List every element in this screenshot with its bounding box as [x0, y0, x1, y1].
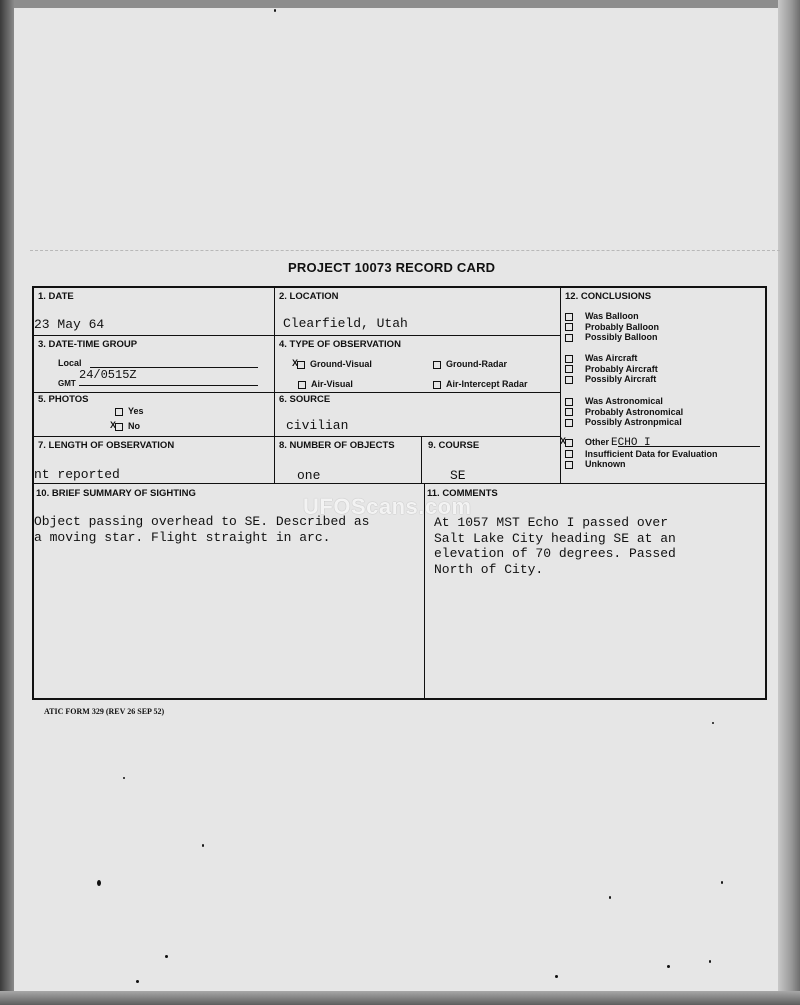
- checkbox-icon[interactable]: [565, 408, 573, 416]
- brief-summary-label: 10. BRIEF SUMMARY OF SIGHTING: [36, 488, 196, 499]
- dust-speck: [712, 722, 714, 724]
- divider: [33, 483, 766, 484]
- gmt-label: GMT: [58, 379, 76, 388]
- comment-line: Salt Lake City heading SE at an: [434, 530, 676, 546]
- conclusion-probably-astronomical[interactable]: [565, 407, 683, 418]
- checkbox-icon[interactable]: [565, 365, 573, 373]
- dust-speck: [609, 896, 611, 899]
- date-label: 1. DATE: [38, 291, 74, 302]
- option-label: No: [128, 421, 140, 431]
- location-value: Clearfield, Utah: [283, 316, 408, 331]
- divider: [33, 392, 561, 393]
- scan-border-left: [0, 0, 14, 1005]
- checkbox-icon[interactable]: [298, 381, 306, 389]
- conclusion-possibly-astronomical[interactable]: [565, 417, 683, 428]
- dust-speck: [555, 975, 558, 978]
- divider: [560, 287, 561, 483]
- checkbox-checked-icon[interactable]: [115, 423, 123, 431]
- conclusions-balloon-group: [565, 311, 659, 343]
- option-label: Other: [585, 437, 610, 447]
- conclusion-possibly-aircraft[interactable]: [565, 374, 658, 385]
- other-conclusion-value: ECHO I: [611, 437, 651, 449]
- location-label: 2. LOCATION: [279, 291, 339, 302]
- comments-text: [434, 515, 676, 577]
- conclusions-astronomical-group: [565, 396, 683, 428]
- dust-speck: [202, 844, 204, 847]
- option-label: Ground-Radar: [446, 359, 508, 369]
- scan-border-right: [778, 0, 800, 1005]
- option-photos-yes[interactable]: [115, 406, 144, 416]
- conclusions-aircraft-group: [565, 353, 658, 385]
- dust-speck: [136, 980, 139, 983]
- divider: [274, 287, 275, 483]
- form-number: ATIC FORM 329 (REV 26 SEP 52): [44, 707, 165, 716]
- card-title: PROJECT 10073 RECORD CARD: [288, 260, 496, 275]
- checkbox-checked-icon[interactable]: [297, 361, 305, 369]
- dust-speck: [721, 881, 723, 884]
- number-of-objects-label: 8. NUMBER OF OBJECTS: [279, 440, 395, 451]
- checkbox-icon[interactable]: [433, 361, 441, 369]
- conclusion-was-astronomical[interactable]: [565, 396, 683, 407]
- photos-label: 5. PHOTOS: [38, 394, 89, 405]
- conclusion-probably-balloon[interactable]: [565, 322, 659, 333]
- other-field-line: [618, 446, 760, 447]
- dust-speck: [274, 9, 276, 12]
- option-label: Unknown: [585, 459, 626, 469]
- option-label: Ground-Visual: [310, 359, 372, 369]
- dust-speck: [97, 880, 101, 886]
- conclusion-probably-aircraft[interactable]: [565, 364, 658, 375]
- option-photos-no[interactable]: [115, 421, 140, 431]
- conclusions-label: 12. CONCLUSIONS: [565, 291, 652, 302]
- gmt-field-line: [79, 385, 258, 386]
- conclusion-was-aircraft[interactable]: [565, 353, 658, 364]
- conclusion-unknown[interactable]: [565, 459, 718, 470]
- conclusion-insufficient-data[interactable]: [565, 449, 718, 460]
- course-label: 9. COURSE: [428, 440, 480, 451]
- source-label: 6. SOURCE: [279, 394, 331, 405]
- conclusion-was-balloon[interactable]: [565, 311, 659, 322]
- watermark: UFOScans.com: [303, 494, 472, 519]
- checkbox-icon[interactable]: [433, 381, 441, 389]
- checkbox-icon[interactable]: [565, 323, 573, 331]
- option-label: Probably Astronomical: [585, 406, 684, 417]
- length-of-observation-label: 7. LENGTH OF OBSERVATION: [38, 440, 175, 451]
- date-time-group-label: 3. DATE-TIME GROUP: [38, 339, 138, 350]
- checkbox-icon[interactable]: [565, 313, 573, 321]
- comment-line: elevation of 70 degrees. Passed: [434, 546, 676, 561]
- option-label: Was Balloon: [585, 311, 639, 321]
- option-label: Was Astronomical: [585, 396, 663, 406]
- checkbox-icon[interactable]: [565, 334, 573, 342]
- source-value: civilian: [286, 418, 349, 433]
- paper-fold-line: [30, 250, 780, 251]
- option-label: Probably Aircraft: [585, 363, 658, 374]
- summary-line: a moving star. Flight straight in arc.: [34, 529, 331, 545]
- checkbox-icon[interactable]: [565, 461, 573, 469]
- type-of-observation-label: 4. TYPE OF OBSERVATION: [279, 339, 401, 350]
- conclusion-possibly-balloon[interactable]: [565, 332, 659, 343]
- option-ground-visual[interactable]: [297, 359, 372, 369]
- checkbox-icon[interactable]: [565, 376, 573, 384]
- date-value: 23 May 64: [34, 317, 105, 332]
- summary-line: Object passing overhead to SE. Described as: [34, 514, 370, 529]
- course-value: SE: [450, 468, 466, 483]
- checkbox-icon[interactable]: [565, 355, 573, 363]
- dust-speck: [667, 965, 670, 968]
- local-label: Local: [58, 358, 82, 368]
- checkbox-icon[interactable]: [565, 419, 573, 427]
- gmt-value: 24/0515Z: [79, 368, 137, 382]
- divider: [33, 335, 561, 336]
- checkbox-icon[interactable]: [565, 398, 573, 406]
- checkbox-checked-icon[interactable]: [565, 439, 573, 447]
- option-label: Air-Intercept Radar: [446, 379, 528, 389]
- dust-speck: [123, 777, 125, 779]
- number-of-objects-value: one: [297, 468, 321, 483]
- option-label: Probably Balloon: [585, 321, 660, 332]
- option-label: Was Aircraft: [585, 353, 638, 363]
- option-ground-radar[interactable]: [433, 359, 507, 369]
- comment-line: North of City.: [434, 561, 544, 577]
- option-label: Yes: [128, 406, 144, 416]
- comments-label: 11. COMMENTS: [427, 488, 498, 499]
- checkbox-icon[interactable]: [565, 450, 573, 458]
- scan-border-bottom: [0, 991, 800, 1005]
- option-air-intercept-radar[interactable]: [433, 379, 528, 389]
- option-label: Possibly Balloon: [585, 332, 658, 342]
- option-label: Insufficient Data for Evaluation: [585, 448, 718, 459]
- length-of-observation-value: nt reported: [34, 467, 120, 482]
- option-air-visual[interactable]: [298, 379, 353, 389]
- dust-speck: [709, 960, 711, 963]
- option-label: Air-Visual: [311, 379, 353, 389]
- conclusions-other-group: [565, 437, 718, 470]
- dust-speck: [165, 955, 168, 958]
- option-label: Possibly Aircraft: [585, 374, 657, 384]
- divider: [33, 436, 561, 437]
- option-label: Possibly Astronpmical: [585, 417, 682, 427]
- comment-line: At 1057 MST Echo I passed over: [434, 515, 669, 530]
- checkbox-icon[interactable]: [115, 408, 123, 416]
- divider: [421, 436, 422, 483]
